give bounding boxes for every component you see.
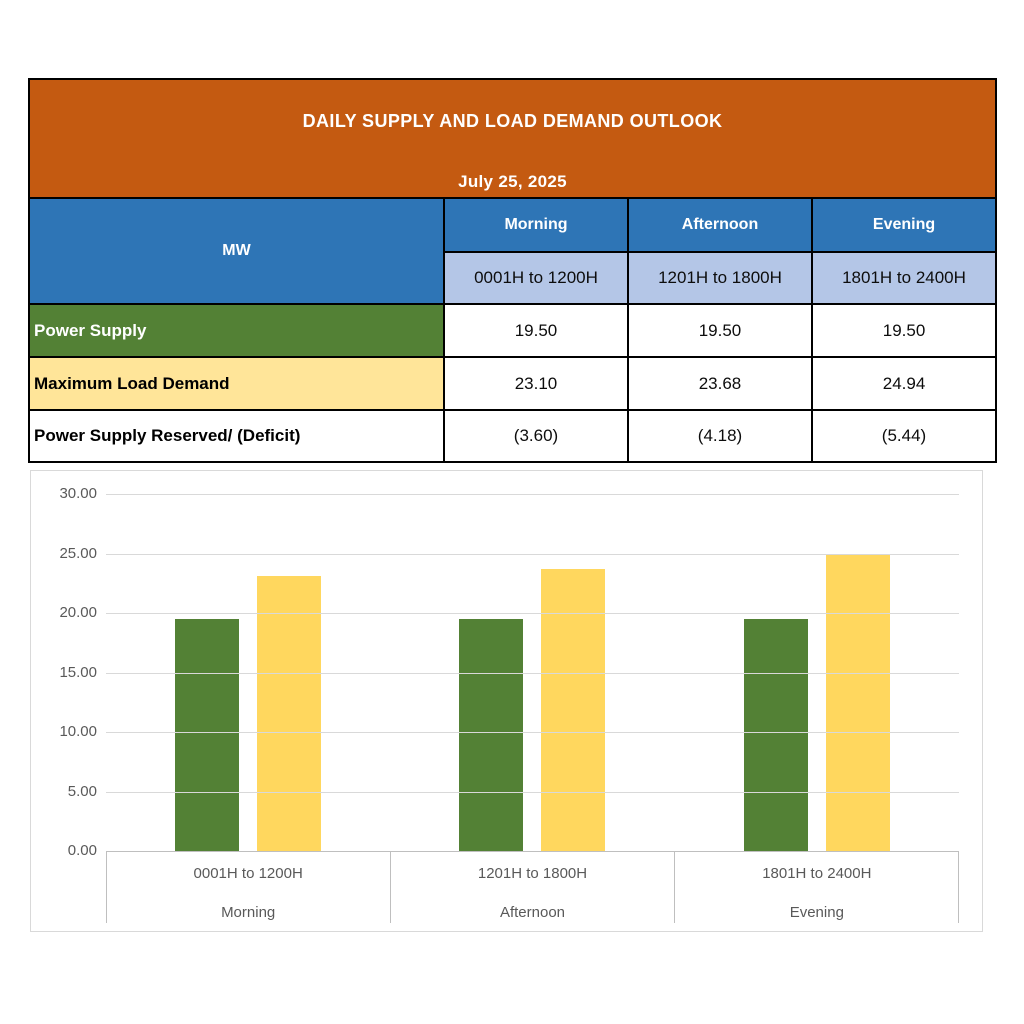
x-category-group-label: Morning xyxy=(221,904,276,921)
max-load-demand-evening-value: 24.94 xyxy=(812,357,996,410)
x-axis-divider xyxy=(958,851,959,923)
y-axis-tick-label: 5.00 xyxy=(67,783,97,800)
x-axis-divider xyxy=(106,851,107,923)
reserve-deficit-afternoon-value: (4.18) xyxy=(628,410,812,462)
time-header-morning: 0001H to 1200H xyxy=(444,252,628,304)
x-category-morning xyxy=(106,851,390,923)
row-label-max-load-demand: Maximum Load Demand xyxy=(29,357,444,410)
x-category-group-label: Afternoon xyxy=(499,904,566,921)
max-load-demand-afternoon-value: 23.68 xyxy=(628,357,812,410)
x-category-time-label: 1201H to 1800H xyxy=(477,865,588,882)
period-header-morning: Morning xyxy=(444,198,628,252)
table-row xyxy=(29,357,996,410)
supply-demand-table xyxy=(28,78,997,463)
table-banner xyxy=(29,79,996,198)
gridline xyxy=(106,673,959,674)
x-axis-divider xyxy=(674,851,675,923)
y-axis-tick-label: 25.00 xyxy=(59,545,97,562)
unit-header-cell: MW xyxy=(29,198,444,304)
gridline xyxy=(106,554,959,555)
maximum-load-demand-bar-afternoon xyxy=(541,569,605,851)
period-header-evening: Evening xyxy=(812,198,996,252)
x-category-afternoon xyxy=(390,851,674,923)
x-axis-label-area xyxy=(106,851,959,923)
gridline xyxy=(106,732,959,733)
gridline xyxy=(106,494,959,495)
reserve-deficit-evening-value: (5.44) xyxy=(812,410,996,462)
gridline xyxy=(106,613,959,614)
power-supply-afternoon-value: 19.50 xyxy=(628,304,812,357)
x-category-group-label: Evening xyxy=(789,904,844,921)
x-axis-divider xyxy=(390,851,391,923)
table-date: July 25, 2025 xyxy=(458,172,567,191)
y-axis-tick-label: 20.00 xyxy=(59,604,97,621)
reserve-deficit-morning-value: (3.60) xyxy=(444,410,628,462)
power-supply-morning-value: 19.50 xyxy=(444,304,628,357)
power-supply-evening-value: 19.50 xyxy=(812,304,996,357)
gridline xyxy=(106,792,959,793)
maximum-load-demand-bar-evening xyxy=(826,554,890,851)
table-row xyxy=(29,410,996,462)
x-category-evening xyxy=(675,851,959,923)
y-axis-tick-label: 15.00 xyxy=(59,664,97,681)
row-label-reserve-deficit: Power Supply Reserved/ (Deficit) xyxy=(29,410,444,462)
y-axis-tick-label: 10.00 xyxy=(59,723,97,740)
power-supply-bar-afternoon xyxy=(459,619,523,851)
x-category-time-label: 1801H to 2400H xyxy=(762,865,872,882)
y-axis-tick-label: 30.00 xyxy=(59,485,97,502)
bar-chart-panel xyxy=(30,470,983,932)
power-supply-bar-evening xyxy=(744,619,808,851)
period-header-afternoon: Afternoon xyxy=(628,198,812,252)
maximum-load-demand-bar-morning xyxy=(257,576,321,851)
row-label-power-supply: Power Supply xyxy=(29,304,444,357)
time-header-afternoon: 1201H to 1800H xyxy=(628,252,812,304)
table-row xyxy=(29,304,996,357)
max-load-demand-morning-value: 23.10 xyxy=(444,357,628,410)
table-title: DAILY SUPPLY AND LOAD DEMAND OUTLOOK xyxy=(302,111,723,131)
x-category-time-label: 0001H to 1200H xyxy=(193,865,303,882)
plot-area xyxy=(106,494,959,851)
time-header-evening: 1801H to 2400H xyxy=(812,252,996,304)
y-axis-tick-label: 0.00 xyxy=(67,842,97,859)
power-supply-bar-morning xyxy=(175,619,239,851)
